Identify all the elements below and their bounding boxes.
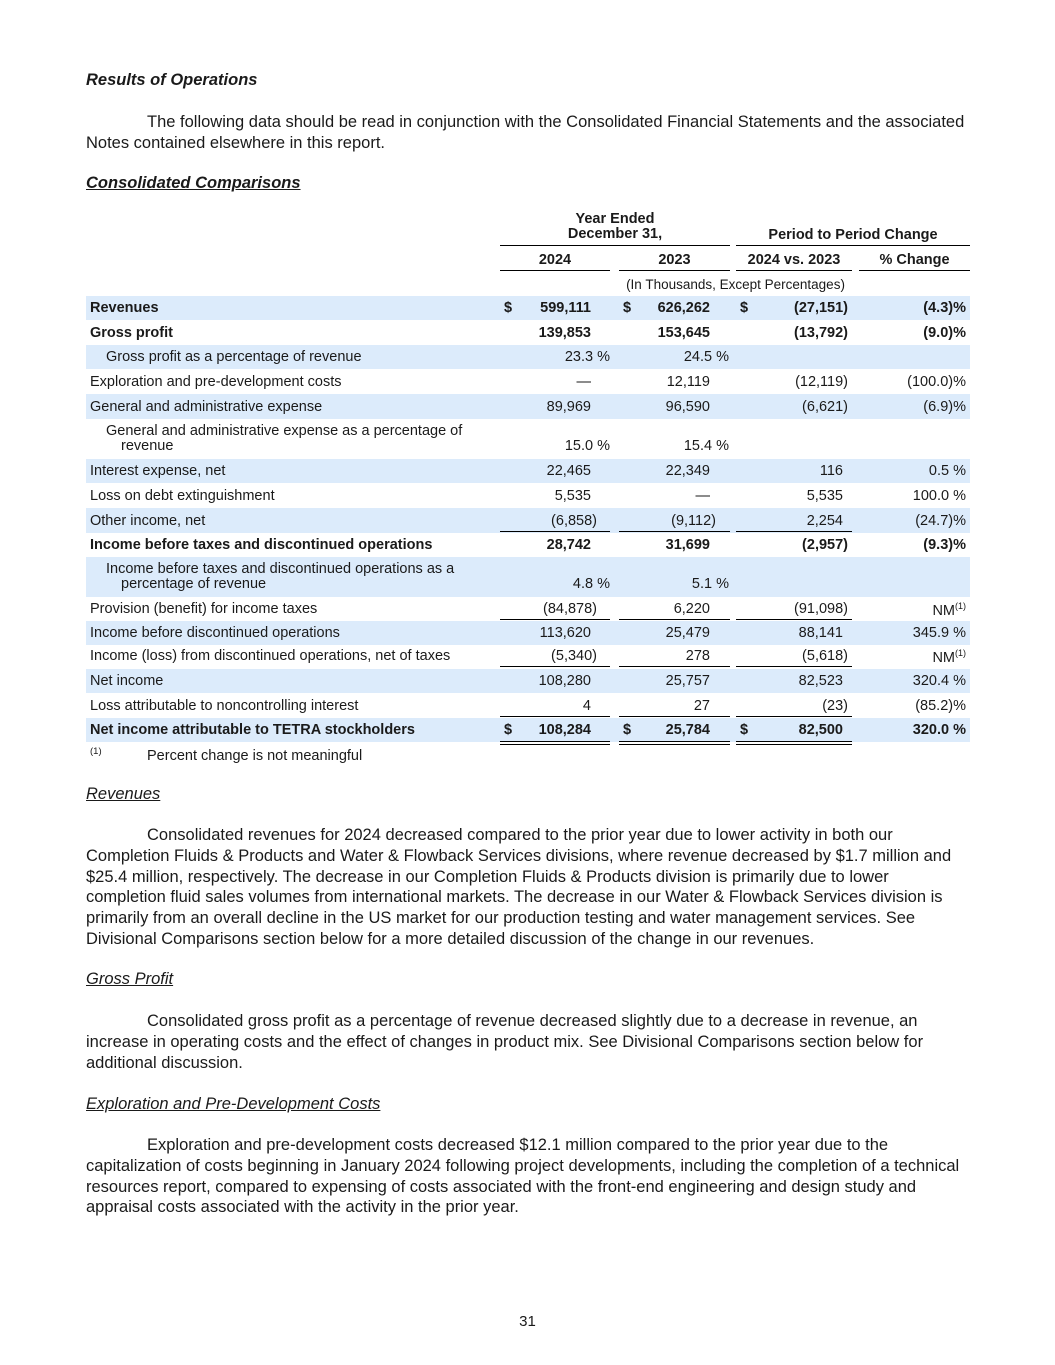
cell-2023: (9,112) [671,513,716,529]
cell-pct: (4.3)% [923,300,966,316]
cell-pct: (100.0)% [907,374,966,390]
pct-text: NM [932,603,955,619]
table-row [86,296,970,320]
cell-2023: 96,590 [665,399,710,415]
gross-profit-heading: Gross Profit [86,970,174,988]
consolidated-heading: Consolidated Comparisons [86,174,301,192]
year-ended-header [500,212,730,242]
cell-2024: 28,742 [546,537,591,553]
cell-change: (13,792) [793,325,848,341]
cell-pct: 345.9 % [912,625,966,641]
exploration-heading: Exploration and Pre-Development Costs [86,1095,381,1113]
table-row [86,533,970,557]
pct-text: NM [932,650,955,666]
row-label: Interest expense, net [90,463,226,479]
revenues-text: Consolidated revenues for 2024 decreased compared to the prior year due to lower activity in both our Completion Fluids & Products and Water & Flowback Services divisions, where revenue decreased by $1.7 million and $25.4 million, respectively. The decrease in our Completion Fluids & Products division is primarily due to lower completion fluid sales volumes from international markets. The decrease in our Water & Flowback Services division is primarily from an overall decline in the US market for our production testing and water management services. See Divisional Comparisons section below for a more detailed discussion of the change in our revenues. [86,826,952,948]
revenues-paragraph [86,825,970,950]
cell-2024: 599,111 [540,300,591,316]
year-ended-line2: December 31, [567,226,663,242]
footnote-text: Percent change is not meaningful [147,748,363,764]
cell-change: (12,119) [795,374,848,390]
cell-2023: 31,699 [665,537,710,553]
row-label: Loss attributable to noncontrolling interest [90,698,359,714]
row-label: Gross profit as a percentage of revenue [106,349,362,365]
cell-2023: 25,784 [665,722,710,738]
col-pct-header: % Change [879,252,950,268]
currency-sign: $ [504,300,513,316]
cell-2023: 5.1 % [691,576,729,592]
cell-2024: 4.8 % [572,576,610,592]
cell-pct: 100.0 % [912,488,966,504]
table-row [86,597,970,621]
cell-2023: 24.5 % [683,349,729,365]
row-label-line2: percentage of revenue [121,576,267,592]
period-change-header: Period to Period Change [768,227,938,243]
row-label-line1: General and administrative expense as a percentage of [106,423,463,439]
cell-2023: 12,119 [666,374,710,390]
row-label: General and administrative expense [90,399,323,415]
table-row [86,419,970,459]
cell-pct: 320.4 % [912,673,966,689]
row-label: Income before discontinued operations [90,625,340,641]
cell-change: 116 [819,463,843,479]
exploration-text: Exploration and pre-development costs decreased $12.1 million compared to the prior year due to the capitalization of costs beginning in January 2024 following project developments, including the completion of a technical resources report, compared to expensing of costs associated with the front-end engineering and design study and appraisal costs associated with the activity in the prior year. [86,1136,960,1217]
cell-change: 82,523 [798,673,843,689]
cell-pct: (9.3)% [923,537,966,553]
cell-change: (91,098) [793,601,848,617]
table-row [86,459,970,483]
table-row [86,669,970,693]
cell-pct: 0.5 % [928,463,966,479]
footnote-ref: (1) [955,601,966,611]
cell-pct: (24.7)% [915,513,966,529]
cell-change: 5,535 [806,488,843,504]
cell-2023: 22,349 [665,463,710,479]
table-row [86,621,970,645]
cell-2023: 626,262 [657,300,710,316]
cell-change: (5,618) [802,648,848,664]
table-row [86,483,970,508]
cell-2024: (6,858) [551,513,597,529]
table-row [86,320,970,345]
row-label: Other income, net [90,513,206,529]
table-row [86,508,970,533]
cell-pct: (85.2)% [915,698,966,714]
cell-2024: 113,620 [539,625,591,641]
cell-2023: 27 [693,698,710,714]
row-label: Gross profit [90,325,173,341]
cell-2024: (5,340) [551,648,597,664]
footnote-mark: (1) [90,746,102,757]
row-label: Provision (benefit) for income taxes [90,601,318,617]
table-row [86,718,970,742]
gross-profit-text: Consolidated gross profit as a percentage of revenue decreased slightly due to a decrease in revenue, an increase in operating costs and the effect of changes in product mix. See Divisional Comparisons section below for additional discussion. [86,1012,924,1072]
cell-2024: 23.3 % [564,349,610,365]
cell-2024: 108,284 [538,722,591,738]
cell-2024: 89,969 [546,399,591,415]
cell-2024: — [576,374,591,390]
cell-2023: 25,479 [665,625,710,641]
col-2023-header: 2023 [658,252,691,268]
row-label: Loss on debt extinguishment [90,488,275,504]
row-label-line2: revenue [121,438,174,454]
table-row [86,369,970,394]
cell-2023: 25,757 [665,673,710,689]
table-row [86,693,970,718]
gross-profit-paragraph [86,1011,970,1073]
cell-change: (2,957) [802,537,848,553]
row-label: Revenues [90,300,159,316]
row-label-line1: Income before taxes and discontinued operations as a [106,561,455,577]
row-label: Exploration and pre-development costs [90,374,342,390]
exploration-paragraph [86,1135,970,1218]
row-label: Net income [90,673,164,689]
cell-2023: — [695,488,710,504]
units-note: (In Thousands, Except Percentages) [626,277,845,292]
cell-2024: 15.0 % [564,438,610,454]
cell-2024: 5,535 [554,488,591,504]
col-vs-header: 2024 vs. 2023 [747,252,841,268]
page-number: 31 [519,1313,536,1330]
cell-change: 82,500 [798,722,843,738]
table-row [86,394,970,419]
cell-2024: 22,465 [546,463,591,479]
cell-change: (23) [822,698,848,714]
row-label: Income before taxes and discontinued operations [90,537,433,553]
currency-sign: $ [740,300,749,316]
currency-sign: $ [504,722,513,738]
table-row [86,557,970,597]
cell-pct [859,601,966,619]
year-ended-line1: Year Ended [575,211,655,227]
cell-2023: 153,645 [657,325,710,341]
cell-2023: 278 [685,648,710,664]
table-row [86,345,970,369]
cell-2023: 6,220 [673,601,710,617]
currency-sign: $ [740,722,749,738]
cell-pct: (6.9)% [923,399,966,415]
cell-change: 88,141 [798,625,843,641]
cell-2024: 108,280 [538,673,591,689]
row-label: Net income attributable to TETRA stockholders [90,722,415,738]
col-2024-header: 2024 [538,252,572,268]
cell-pct: (9.0)% [923,325,966,341]
cell-2024: (84,878) [542,601,597,617]
cell-pct: 320.0 % [912,722,966,738]
results-heading: Results of Operations [86,71,258,89]
cell-2024: 4 [582,698,591,714]
footnote-ref: (1) [955,648,966,658]
cell-2023: 15.4 % [683,438,729,454]
revenues-heading: Revenues [86,785,161,803]
cell-change: 2,254 [806,513,843,529]
cell-change: (27,151) [793,300,848,316]
cell-change: (6,621) [802,399,848,415]
intro-paragraph [86,112,970,154]
intro-text: The following data should be read in conjunction with the Consolidated Financial Statements and the associated Notes contained elsewhere in this report. [86,113,965,152]
row-label: Income (loss) from discontinued operations, net of taxes [90,648,451,664]
cell-2024: 139,853 [538,325,591,341]
currency-sign: $ [623,300,632,316]
cell-pct [859,648,966,666]
currency-sign: $ [623,722,632,738]
